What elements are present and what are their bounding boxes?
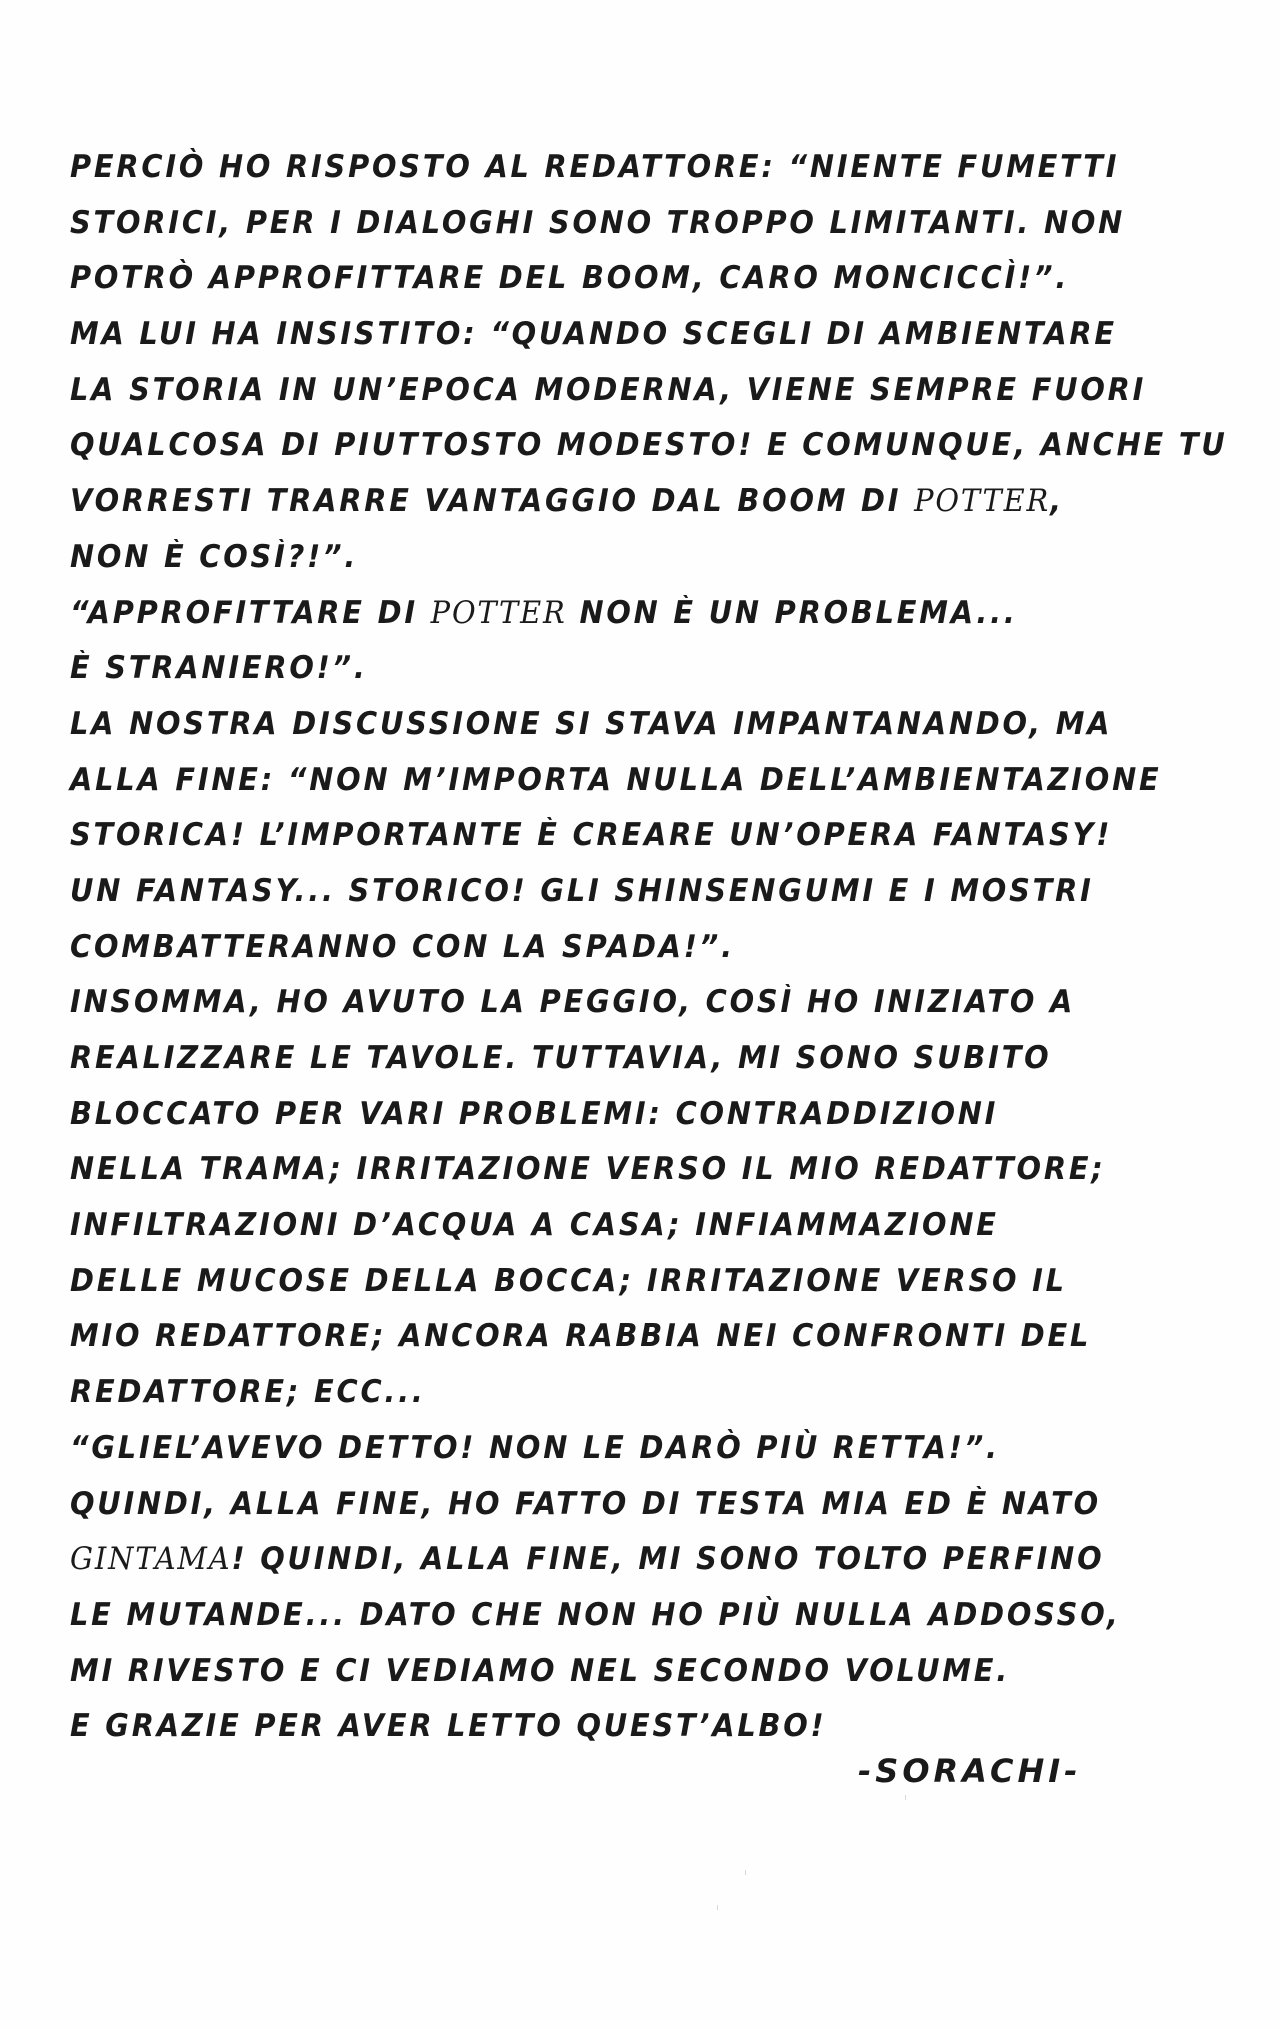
text-line bbox=[70, 697, 1140, 753]
text-line bbox=[70, 753, 1162, 809]
text-line bbox=[70, 1031, 1140, 1087]
text-span: QUALCOSA DI PIUTTOSTO MODESTO! E COMUNQUE, ANCHE TU bbox=[70, 427, 1228, 464]
text-line bbox=[70, 251, 1140, 307]
text-span: NELLA TRAMA; IRRITAZIONE VERSO IL MIO REDATTORE; bbox=[70, 1151, 1106, 1188]
text-line bbox=[70, 140, 1140, 196]
text-span: POTRÒ APPROFITTARE DEL BOOM, CARO MONCICCÌ!”. bbox=[70, 260, 1070, 297]
text-line bbox=[70, 641, 1140, 697]
text-span: È STRANIERO!”. bbox=[70, 650, 368, 687]
text-span: E GRAZIE PER AVER LETTO QUEST’ALBO! bbox=[70, 1708, 827, 1745]
italic-title-potter: POTTER bbox=[914, 483, 1051, 520]
text-span: “GLIEL’AVEVO DETTO! NON LE DARÒ PIÙ RETTA!”. bbox=[70, 1429, 1000, 1466]
text-span: LA STORIA IN UN’EPOCA MODERNA, VIENE SEMPRE FUORI bbox=[70, 371, 1147, 408]
text-line bbox=[70, 1309, 1140, 1365]
text-line bbox=[70, 1365, 1140, 1421]
text-span: COMBATTERANNO CON LA SPADA!”. bbox=[70, 928, 735, 965]
text-line bbox=[70, 1087, 1140, 1143]
text-line bbox=[70, 1421, 1140, 1477]
scan-speck bbox=[905, 1795, 906, 1800]
text-span: REALIZZARE LE TAVOLE. TUTTAVIA, MI SONO SUBITO bbox=[70, 1040, 1052, 1076]
text-line bbox=[70, 307, 1140, 363]
text-line bbox=[70, 418, 1228, 474]
text-span: BLOCCATO PER VARI PROBLEMI: CONTRADDIZIONI bbox=[70, 1095, 999, 1132]
text-line bbox=[70, 196, 1140, 252]
text-span: MI RIVESTO E CI VEDIAMO NEL SECONDO VOLUME. bbox=[70, 1652, 1011, 1689]
text-line bbox=[70, 586, 1140, 642]
text-span: ! QUINDI, ALLA FINE, MI SONO TOLTO PERFINO bbox=[231, 1541, 1105, 1578]
text-span: STORICA! L’IMPORTANTE È CREARE UN’OPERA FANTASY! bbox=[70, 817, 1113, 854]
italic-title-potter: POTTER bbox=[430, 594, 567, 631]
text-span: NON È UN PROBLEMA... bbox=[566, 594, 1018, 631]
text-line bbox=[70, 1532, 1140, 1588]
text-span: DELLE MUCOSE DELLA BOCCA; IRRITAZIONE VERSO IL bbox=[70, 1262, 1067, 1299]
text-line bbox=[70, 1588, 1140, 1644]
text-line bbox=[70, 864, 1140, 920]
text-line bbox=[70, 1254, 1140, 1310]
text-span: INSOMMA, HO AVUTO LA PEGGIO, COSÌ HO INIZIATO A bbox=[70, 984, 1076, 1021]
italic-title-gintama: GINTAMA bbox=[70, 1541, 232, 1578]
text-span: NON È COSÌ?!”. bbox=[70, 538, 359, 575]
scan-speck bbox=[717, 1905, 718, 1910]
text-span: PERCIÒ HO RISPOSTO AL REDATTORE: “NIENTE FUMETTI bbox=[70, 149, 1120, 185]
text-span: LE MUTANDE... DATO CHE NON HO PIÙ NULLA ADDOSSO, bbox=[70, 1596, 1121, 1633]
text-line bbox=[70, 1699, 1140, 1755]
text-span: “APPROFITTARE DI bbox=[70, 594, 431, 631]
text-line bbox=[70, 808, 1140, 864]
text-span: ALLA FINE: “NON M’IMPORTA NULLA DELL’AMBIENTAZIONE bbox=[70, 761, 1162, 798]
text-line bbox=[70, 1477, 1140, 1533]
text-span: MA LUI HA INSISTITO: “QUANDO SCEGLI DI AMBIENTARE bbox=[70, 316, 1117, 353]
afterword-text bbox=[70, 140, 1228, 1755]
text-span: INFILTRAZIONI D’ACQUA A CASA; INFIAMMAZIONE bbox=[70, 1207, 999, 1244]
text-span: , bbox=[1050, 483, 1064, 520]
text-line bbox=[70, 1644, 1140, 1700]
text-line bbox=[70, 474, 1140, 530]
text-span: LA NOSTRA DISCUSSIONE SI STAVA IMPANTANANDO, MA bbox=[70, 705, 1113, 742]
text-span: STORICI, PER I DIALOGHI SONO TROPPO LIMITANTI. NON bbox=[70, 204, 1126, 241]
text-line bbox=[70, 975, 1140, 1031]
text-span: MIO REDATTORE; ANCORA RABBIA NEI CONFRONTI DEL bbox=[70, 1318, 1092, 1355]
text-line bbox=[70, 920, 1140, 976]
text-span: REDATTORE; ECC... bbox=[70, 1374, 426, 1411]
author-signature: -SORACHI- bbox=[858, 1752, 1082, 1790]
text-line bbox=[70, 363, 1147, 419]
text-span: UN FANTASY... STORICO! GLI SHINSENGUMI E I MOSTRI bbox=[70, 872, 1094, 909]
text-line bbox=[70, 530, 1140, 586]
text-span: QUINDI, ALLA FINE, HO FATTO DI TESTA MIA ED È NATO bbox=[70, 1485, 1101, 1522]
scan-speck bbox=[745, 1870, 746, 1875]
text-line bbox=[70, 1198, 1140, 1254]
text-span: VORRESTI TRARRE VANTAGGIO DAL BOOM DI bbox=[70, 483, 915, 520]
text-line bbox=[70, 1142, 1140, 1198]
